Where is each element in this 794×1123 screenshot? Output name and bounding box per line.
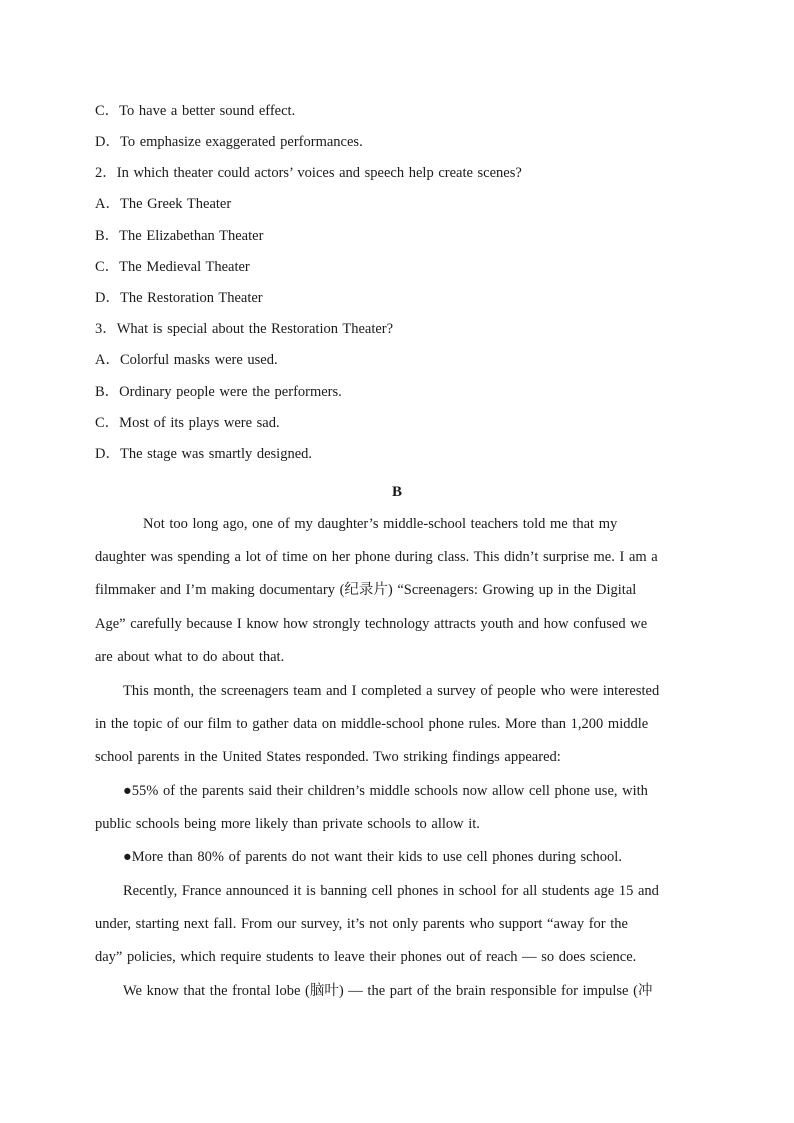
passage-line: We know that the frontal lobe (脑叶) — the part of the brain responsible for impulse (冲 — [123, 983, 653, 999]
option-3b: B．Ordinary people were the performers. — [95, 384, 342, 400]
bullet-item: ●55% of the parents said their children’s middle schools now allow cell phone use, with — [123, 783, 648, 799]
passage-line: This month, the screenagers team and I completed a survey of people who were interested — [123, 683, 660, 699]
section-title: B — [391, 484, 402, 500]
passage-line: are about what to do about that. — [95, 649, 285, 665]
option-2d: D．The Restoration Theater — [95, 290, 263, 306]
option-3c: C．Most of its plays were sad. — [95, 415, 280, 431]
option-3d: D．The stage was smartly designed. — [95, 446, 313, 462]
passage-line: in the topic of our film to gather data on middle-school phone rules. More than 1,200 middle — [95, 716, 649, 732]
option-3a: A．Colorful masks were used. — [95, 352, 278, 368]
passage-line: Age” carefully because I know how strongly technology attracts youth and how confused we — [95, 616, 648, 632]
passage-line: daughter was spending a lot of time on her phone during class. This didn’t surprise me. I am a — [95, 549, 658, 565]
bullet-item: ●More than 80% of parents do not want their kids to use cell phones during school. — [123, 849, 622, 865]
passage-line: Not too long ago, one of my daughter’s middle-school teachers told me that my — [143, 516, 618, 532]
option-1c: C．To have a better sound effect. — [95, 103, 296, 119]
passage-line: day” policies, which require students to leave their phones out of reach — so does science. — [95, 949, 637, 965]
passage-line: public schools being more likely than private schools to allow it. — [95, 816, 480, 832]
option-1d: D．To emphasize exaggerated performances. — [95, 134, 363, 150]
option-2b: B．The Elizabethan Theater — [95, 228, 264, 244]
option-2a: A．The Greek Theater — [95, 196, 232, 212]
passage-line: filmmaker and I’m making documentary (纪录片) “Screenagers: Growing up in the Digital — [95, 582, 637, 598]
question-2: 2．In which theater could actors’ voices and speech help create scenes? — [95, 165, 522, 181]
question-3: 3．What is special about the Restoration Theater? — [95, 321, 394, 337]
option-2c: C．The Medieval Theater — [95, 259, 250, 275]
passage-line: under, starting next fall. From our survey, it’s not only parents who support “away for the — [95, 916, 628, 932]
passage-line: school parents in the United States responded. Two striking findings appeared: — [95, 749, 561, 765]
passage-line: Recently, France announced it is banning cell phones in school for all students age 15 and — [123, 883, 659, 899]
